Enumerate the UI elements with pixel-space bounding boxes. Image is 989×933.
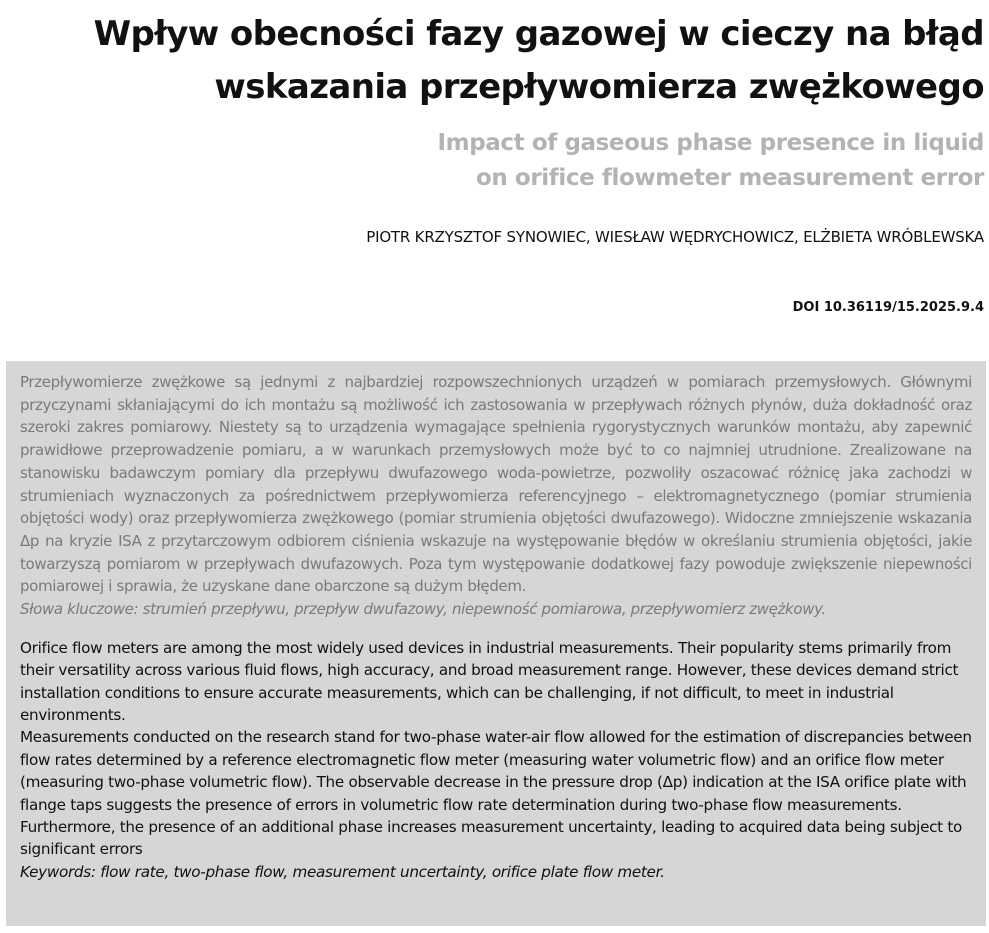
abstract-polish <box>20 371 972 621</box>
title-polish <box>0 8 984 114</box>
authors: PIOTR KRZYSZTOF SYNOWIEC, WIESŁAW WĘDRYCHOWICZ, ELŻBIETA WRÓBLEWSKA <box>366 228 984 246</box>
abstract-english <box>20 637 972 883</box>
doi: DOI 10.36119/15.2025.9.4 <box>792 300 984 315</box>
keywords-polish: Słowa kluczowe: strumień przepływu, przepływ dwufazowy, niepewność pomiarowa, przepływomierz zwężkowy. <box>20 600 826 619</box>
abstract-polish-text: Przepływomierze zwężkowe są jednymi z najbardziej rozpowszechnionych urządzeń w pomiarach przemysłowych. Głównymi przyczynami skłaniającymi do ich montażu są możliwość ich zastosowania w przepływach różnych płynów, duża dokładność oraz szeroki zakres pomiarowy. Niestety są to urządzenia wymagające spełnienia rygorystycznych warunków montażu, aby zapewnić prawidłowe przeprowadzenie pomiaru, a w warunkach przemysłowych może być to co najmniej utrudnione. Zrealizowane na stanowisku badawczym pomiary dla przepływu dwufazowego woda-powietrze, pozwoliły oszacować różnicę jaka zachodzi w strumieniach wyznaczonych za pośrednictwem przepływomierza referencyjnego – elektromagnetycznego (pomiar strumienia objętości wody) oraz przepływomierza zwężkowego (pomiar strumienia objętości dwufazowego). Widoczne zmniejszenie wskazania Δp na kryzie ISA z przytarczowym odbiorem ciśnienia wskazuje na występowanie błędów w określaniu strumienia objętości, jakie towarzyszą pomiarom w przepływach dwufazowych. Poza tym występowanie dodatkowej fazy powoduje zwiększenie niepewności pomiarowej i sprawia, że uzyskane dane obarczone są dużym błędem. <box>20 373 972 596</box>
abstract-english-paragraph-1: Orifice flow meters are among the most widely used devices in industrial measurements. Their popularity stems primarily from their versatility across various fluid flows, high accuracy, and broad measurement range. However, these devices demand strict installation conditions to ensure accurate measurements, which can be challenging, if not difficult, to meet in industrial environments. <box>20 638 959 724</box>
title-english <box>0 126 984 196</box>
abstract-english-paragraph-2: Measurements conducted on the research stand for two-phase water-air flow allowed for the estimation of discrepancies between flow rates determined by a reference electromagnetic flow meter (measuring water volumetric flow) and an orifice flow meter (measuring two-phase volumetric flow). The observable decrease in the pressure drop (Δp) indication at the ISA orifice plate with flange taps suggests the presence of errors in volumetric flow rate determination during two-phase flow measurements. Furthermore, the presence of an additional phase increases measurement uncertainty, leading to acquired data being subject to significant errors <box>20 728 972 859</box>
title-english-line-1: Impact of gaseous phase presence in liquid <box>437 130 984 156</box>
abstract-box <box>6 361 986 926</box>
title-english-line-2: on orifice flowmeter measurement error <box>475 165 984 191</box>
keywords-english: Keywords: flow rate, two-phase flow, measurement uncertainty, orifice plate flow meter. <box>20 862 665 881</box>
title-polish-line-1: Wpływ obecności fazy gazowej w cieczy na błąd <box>93 14 984 54</box>
title-polish-line-2: wskazania przepływomierza zwężkowego <box>214 67 984 107</box>
